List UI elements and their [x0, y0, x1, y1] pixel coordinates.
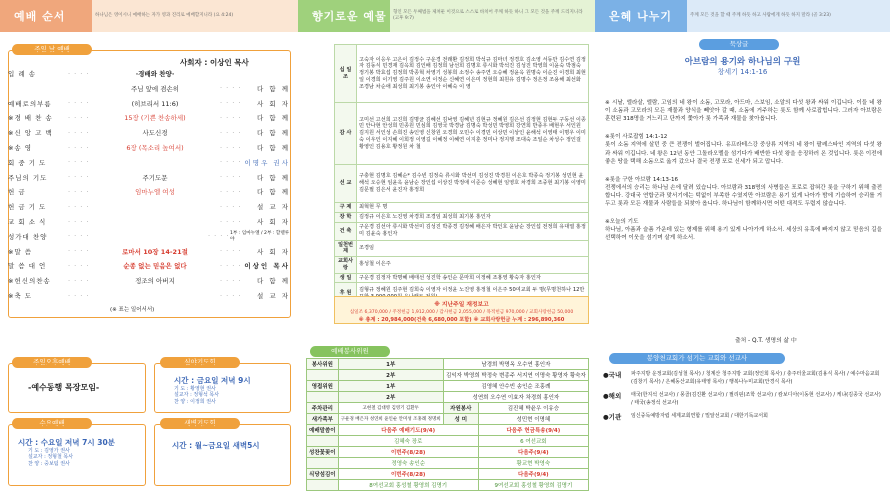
order-row: [8, 274, 290, 287]
order-dots: · · · ·: [220, 143, 242, 152]
order-item-content: ·경배와 찬양·: [135, 70, 175, 78]
order-item-leader: 다 함 께: [257, 144, 290, 152]
service-row: [307, 458, 589, 469]
offering-category: 장 학: [335, 212, 357, 222]
service-table: [306, 358, 589, 491]
sunday-service-label: 주일 낮 예배: [12, 44, 92, 55]
offering-names: 김형규 정혜원 김주현 김희숙 이영자 이정윤 노진영 홍정철 이은주 50여교회 두 명(무명천하나 12만: [357, 283, 589, 305]
order-item-content: 15장 (기쁜 찬송하세): [124, 114, 186, 123]
order-item-content: (히브리서 11:6): [131, 99, 179, 108]
sermon-paragraph: ※롯을 구한 아브람 14:13-16 전쟁에서의 승리는 하나님 손에 달려 있습니다. 아브람과 318명의 사병들은 포로로 잡혀간 롯을 구하기 위해 출전합니다. 강대국 연합군과 맞서기에는 턱없이 부족한 수였지만 아브람은 용기 있게 나아가 밤에 기습하여 승리를 거두고 롯과 모든 재물과 사람들을 되찾아 옵니다. 하나님이 함께하시면 어떤 대적도 두렵지 않습니다.: [605, 176, 882, 208]
service-cell: 1부: [338, 381, 443, 392]
order-item-content: 순종 없는 믿음은 없다: [123, 262, 187, 271]
service-cell: 김진혜 박윤우 이유승: [478, 403, 588, 414]
order-dots: · · · ·: [220, 291, 242, 300]
service-cell: 성민현 이명혜: [478, 414, 588, 425]
wednesday-label: 수요예배: [12, 418, 92, 429]
sermon-body: [605, 92, 882, 317]
offering-names: 최혁현 무 명: [357, 203, 589, 213]
order-dots: · · · ·: [220, 158, 242, 167]
order-item-content: 주기도문: [142, 173, 168, 182]
offerings-column: [298, 0, 595, 492]
offering-names: 구운경 김정자 박명혜 배태선 성진학 송인순 문마희 이정혜 조홍영 황숙자 홍인자: [357, 273, 589, 283]
offering-category: 건 축: [335, 222, 357, 240]
offering-row: [335, 45, 589, 103]
order-dots: · · · ·: [68, 173, 90, 182]
sharing-header: [595, 0, 890, 32]
service-cell: 다음주 헌금특송(9/4): [478, 425, 588, 436]
finance-line2: ※ 총계 : 20,984,000(건축 6,680,000 포함) ※ 교회사랑헌금 누계 : 296,890,360: [358, 317, 565, 323]
order-dots: · · · ·: [68, 99, 90, 108]
friday-line: 설교자 : 정형석 목사: [174, 392, 220, 399]
service-cell: [307, 436, 339, 447]
service-committee-label: 예배봉사위원: [310, 346, 390, 357]
finance-line1: 십일조 6,370,000 / 주정헌금 1,912,000 / 감사헌금 2,055,000 / 목적헌금 970,000 / 교회사랑헌금 50,000: [349, 310, 574, 315]
service-cell: 김혜숙 장로: [338, 436, 478, 447]
offering-category: 십 일 조: [335, 45, 357, 103]
order-dots: · · · ·: [208, 232, 230, 241]
worship-order-header: [0, 0, 298, 32]
order-dots: · · · ·: [68, 276, 90, 285]
order-dots: · · · ·: [220, 84, 242, 93]
order-item-label: ※헌신의찬송: [8, 277, 51, 286]
order-row: [8, 215, 290, 228]
service-row: [307, 469, 589, 480]
order-row: [8, 156, 290, 169]
order-item-content: 사도신경: [142, 129, 168, 138]
mission-category: ●국내: [603, 371, 622, 379]
order-item-label: 교 회 소 식: [8, 218, 47, 226]
offering-row: [335, 257, 589, 274]
offerings-title: 향기로운 예물: [312, 10, 387, 23]
order-dots: · · · ·: [68, 247, 90, 256]
mission-list: 파주지방 운정교회(김성철 목사) / 청계산 청주지방 교회(정인희 목사) / 충주터울교회(김용식 목사) / 예수마음교회(김창기 목사) / 은혜동산교회(유태영 목사) / 행복나누미교회(안경식 목사): [631, 371, 880, 385]
mission-group: [603, 412, 882, 421]
offering-category: 후 원: [335, 283, 357, 305]
afternoon-label: 주일오후예배: [12, 357, 92, 368]
offerings-table: [334, 44, 589, 305]
service-cell: 2부: [338, 392, 443, 403]
sunday-leader: 사회자 : 이상인 목사: [180, 58, 249, 67]
order-row: [8, 259, 290, 272]
afternoon-text: -예수동행 목장모임-: [28, 383, 100, 392]
offering-row: [335, 212, 589, 222]
order-item-label: 주님의 기도: [8, 173, 48, 182]
finance-title: ※ 지난주일 재정보고: [434, 302, 489, 308]
service-row: [307, 425, 589, 436]
service-row: [307, 480, 589, 491]
service-row: [307, 414, 589, 425]
worship-order-title: 예배 순서: [14, 10, 66, 23]
offering-names: 고미선 고선희 고진희 김명균 김혜선 김낙영 김혜년 김현규 정혜원 김은선 김정현 김현두 구동선 이종민 안나현 안성희 민종원 민심희 김영국 박경남 김명숙 박성민 박영희 강연희 반종우 배현우 서인원 김지원 서인성 손희진 송인영 신창원 오경희 오민수 이경민 이상민 이상인 윤해석 이영태 이명우 이미숙 이우인 이지혜 이희정 이영길 이혜정 이혜연 이지훈 정미나 정지행 조대숙 조일순 차성수 정인걸 황영인 김용호 황정원 차 철: [357, 103, 589, 165]
order-item-leader: 다 함 께: [257, 277, 290, 286]
sermon-paragraph: ※오늘의 기도 하나님, 아픔과 슬픔 가운데 있는 형제를 위해 용기 있게 나아가게 하소서. 세상의 유혹에 빠지지 않고 믿음의 길을 선택하여 이웃을 섬기며 살게 하소서.: [605, 219, 882, 242]
service-cell: 봉사위원: [307, 359, 339, 370]
order-dots: · · · ·: [68, 202, 90, 211]
wednesday-line: 찬 양 : 중보팀 권사: [28, 460, 70, 467]
sermon-source: 출처 - Q.T. 생명의 삶 中: [735, 338, 797, 344]
order-item-label: 말 씀 대 언: [8, 262, 47, 271]
order-dots: · · · ·: [68, 69, 90, 78]
order-dots: · · · ·: [68, 143, 90, 152]
order-item-content: 주님 앞에 겸손히: [130, 84, 180, 93]
service-cell: 이번주(8/28): [338, 469, 478, 480]
order-dots: · · · ·: [220, 217, 242, 226]
mission-group: [603, 391, 882, 407]
order-item-label: 성가대 찬양: [8, 232, 48, 241]
order-dots: · · · ·: [220, 261, 242, 270]
order-item-leader: 사 회 자: [257, 247, 290, 256]
sermon-paragraph: ※롯이 사로잡힘 14:1-12 롯이 소돔 지역에 살던 중 큰 전쟁이 벌어집니다. 유프라테스강 중상류 지역의 네 왕이 팔레스타인 지역의 다섯 왕과 싸워 이깁니다. 네 왕은 12년 동안 그돌라오멜을 섬기다가 배반한 다섯 왕을 응징하러 온 것입니다. 롯은 이전에 좋은 땅을 택해 소돔으로 옮겨 갔으나 결국 전쟁 포로 신세가 되고 맙니다.: [605, 134, 882, 165]
friday-line: 기 도 : 황영현 권사: [174, 386, 216, 392]
order-item-content: 정조의 아버지: [135, 277, 175, 286]
order-item-label: 헌 금 기 도: [8, 203, 47, 212]
order-item-leader: 다 함 께: [257, 114, 290, 123]
order-row: [8, 185, 290, 198]
order-row: [8, 171, 290, 184]
offering-category: 교회사랑: [335, 257, 357, 274]
mission-list: 임신중독예방자립 세계교회연합 / 밀알선교회 / 대한기독교서회: [631, 413, 768, 419]
order-item-leader: 다 함 께: [257, 173, 290, 182]
order-dots: · · · ·: [68, 261, 90, 270]
sharing-title: 은혜 나누기: [609, 10, 672, 23]
service-cell: 9여선교회 홍성철 황영희 김명기: [478, 480, 588, 491]
service-cell: 남경희 박명옥 오수연 홍인자: [443, 359, 588, 370]
order-item-label: ※말 씀: [8, 247, 33, 256]
service-cell: 식당섬김이: [307, 469, 339, 480]
sermon-paragraph: ※ 시날, 엘라살, 엘람, 고임의 네 왕이 소돔, 고모라, 아드마, 스보임, 소알의 다섯 왕과 싸워 이깁니다. 이들 네 왕이 소돔과 고모라의 모든 재물과 양식을 빼앗아 갈 때, 소돔에 거주하는 롯도 함께 사로잡힙니다. 그러자 아브람은 훈련된 318명을 거느리고 단까지 쫓아가 롯 가족과 재물을 찾아옵니다.: [605, 100, 882, 123]
service-cell: 다음주(9/4): [478, 447, 588, 458]
service-cell: [307, 392, 339, 403]
offerings-subtitle: 형인 모든 두째법을 제쳐둔 이것으로 스스로 바치어 주께 하듯 하니 그 모든 것을 주께 드리지니라 (고후 9:7): [393, 10, 583, 21]
sermon-title: 아브람의 용기와 하나님의 구원: [684, 57, 801, 67]
offering-row: [335, 240, 589, 257]
order-item-leader: 다 함 께: [257, 188, 290, 197]
sermon-verse: 창세기 14:1-16: [717, 68, 768, 76]
offering-row: [335, 165, 589, 203]
order-dots: · · · ·: [68, 217, 90, 226]
sharing-subtitle: 주께 모든 것을 할 때 주께 하듯 하고 사람에게 하듯 하지 말라 (골 3:23): [690, 13, 831, 19]
worship-order-column: [0, 0, 298, 492]
service-cell: 정영숙 송인순: [338, 458, 478, 469]
friday-lines: [174, 386, 219, 405]
order-row: [8, 245, 290, 258]
service-cell: 고현철 김대영 김영기 김환두: [338, 403, 443, 414]
offering-names: 구운경 김선아 류시화 박선미 김성진 박종경 김정혜 배은자 박인호 윤남순 장인섭 전정희 유대열 홍정미 김윤숙 홍인자: [357, 222, 589, 240]
service-cell: 1부: [338, 359, 443, 370]
order-item-leader: 이명우 권사: [244, 158, 290, 167]
service-cell: 성찬꽃꽂이: [307, 447, 339, 458]
standing-note: (※ 표는 일어서서): [110, 307, 155, 313]
dawn-time: 시간 : 월~금요일 새벽5시: [172, 441, 260, 450]
order-dots: · · · ·: [220, 173, 242, 182]
offering-category: 감 사: [335, 103, 357, 165]
sharing-column: [595, 0, 890, 492]
offering-names: 구충현 김명호 김혜순* 김수빈 김정숙 류시화 박선미 김성진 박경원 이은호 박종숙 정기봉 성민현 윤해석 오승현 임윤옥 윤남순 장인섭 이상진 박정애 이준승 성혜현 임영호 차경희 조중현 최기봉 이영미 김문필 김은서 윤진자 홍정희: [357, 165, 589, 203]
offering-row: [335, 273, 589, 283]
service-cell: 김영혜 안수빈 송인순 조홍례: [443, 381, 588, 392]
order-dots: · · · ·: [220, 276, 242, 285]
mission-list: 태국(한지석 선교사) / 몽골(김진환 선교사) / 필리핀(조학 선교사) / 캄보디아(이동현 선교사) / 케냐(김종국 선교사) / 태국(송정석 선교사): [631, 392, 881, 406]
friday-label: 심야기도회: [160, 357, 240, 368]
order-item-leader: 다 함 께: [257, 129, 290, 138]
order-row: [8, 67, 290, 80]
order-item-content: 6장 (목소리 높여서): [126, 144, 184, 152]
order-dots: · · · ·: [68, 158, 90, 167]
service-cell: 주차관리: [307, 403, 339, 414]
wednesday-lines: [28, 448, 73, 467]
order-dots: · · · ·: [68, 113, 90, 122]
order-dots: · · · ·: [220, 247, 242, 256]
service-cell: 다음주 예배기도(9/4): [338, 425, 478, 436]
service-cell: 김익자 박영희 박정숙 변종주 서지연 이명숙 황영자 황숙자: [443, 370, 588, 381]
service-row: [307, 436, 589, 447]
service-cell: 성 미: [443, 414, 478, 425]
order-row: [8, 230, 290, 243]
order-row: [8, 82, 290, 95]
service-cell: [307, 480, 339, 491]
order-dots: · · · ·: [220, 187, 242, 196]
order-item-content: 로마서 10장 14-21절: [122, 247, 188, 256]
order-dots: · · · ·: [220, 128, 242, 137]
order-item-label: ※신 앙 고 백: [8, 129, 53, 138]
order-item-label: 헌 금: [8, 188, 26, 197]
service-row: [307, 359, 589, 370]
offering-row: [335, 222, 589, 240]
missions-label: 봉양천교회가 섬기는 교회와 선교사: [609, 353, 785, 364]
order-dots: · · · ·: [68, 291, 90, 300]
order-item-leader: 사 회 자: [257, 99, 290, 108]
order-item-label: ※경 배 찬 송: [8, 114, 53, 123]
order-item-label: ※송 영: [8, 144, 33, 152]
order-item-label: 회 중 기 도: [8, 158, 47, 167]
order-row: [8, 289, 290, 302]
order-item-leader: 설 교 자: [257, 203, 290, 212]
dawn-label: 새벽기도회: [160, 418, 240, 429]
order-dots: · · · ·: [68, 128, 90, 137]
order-dots: · · · ·: [220, 202, 242, 211]
meditation-label: 묵상글: [699, 39, 779, 50]
wednesday-time: 시간 : 수요일 저녁 7시 30분: [18, 438, 115, 447]
mission-category: ●해외: [603, 392, 622, 400]
service-cell: 영접위원: [307, 381, 339, 392]
offering-row: [335, 203, 589, 213]
offering-names: 조경임: [357, 240, 589, 257]
service-cell: 8여선교회 홍성철 황영희 김명기: [338, 480, 478, 491]
offering-category: 선 교: [335, 165, 357, 203]
mission-category: ●기관: [603, 413, 622, 421]
dawn-box: [154, 424, 291, 486]
order-row: [8, 126, 290, 139]
order-dots: · · · ·: [220, 99, 242, 108]
service-cell: 다음주(9/4): [478, 469, 588, 480]
order-item-leader: 1부 : 임마누엘 / 2부 : 할렐루야: [230, 231, 290, 243]
service-row: [307, 370, 589, 381]
service-cell: 구운경 배은자 성연희 윤인순 안미성 조홍례 정명희: [338, 414, 443, 425]
offering-names: 김정규 이은호 노진영 차경희 조경임 최성희 최기봉 홍인자: [357, 212, 589, 222]
order-dots: · · · ·: [68, 232, 90, 241]
service-cell: 이번주(8/28): [338, 447, 478, 458]
order-row: [8, 97, 290, 110]
service-cell: 자원봉사: [443, 403, 478, 414]
order-item-leader: 이상인 목사: [244, 262, 290, 271]
service-cell: 황교현 박영숙: [478, 458, 588, 469]
order-row: [8, 141, 290, 154]
service-cell: 2부: [338, 370, 443, 381]
service-table-wrap: [306, 358, 589, 491]
service-cell: 새가족부: [307, 414, 339, 425]
offering-names: 홍성철 이은주: [357, 257, 589, 274]
order-dots: · · · ·: [220, 113, 242, 122]
offering-category: 일천번제: [335, 240, 357, 257]
wednesday-line: 설교자 : 정형철 목사: [28, 454, 74, 461]
offering-category: 구 제: [335, 203, 357, 213]
order-item-leader: 설 교 자: [257, 292, 290, 300]
service-row: [307, 381, 589, 392]
worship-order-subtitle: 하나님은 영이시니 예배하는 자가 영과 진리로 예배할지니라 (요 4:24): [95, 13, 234, 19]
service-row: [307, 403, 589, 414]
order-item-label: 예배로의부름: [8, 99, 52, 108]
service-cell: [307, 458, 339, 469]
order-item-content: 임마누엘 여성: [135, 188, 175, 197]
order-item-label: ※축 도: [8, 292, 33, 300]
service-cell: 성연희 오수연 이효자 차경희 홍인자: [443, 392, 588, 403]
order-item-label: 입 례 송: [8, 70, 36, 78]
finance-report: [334, 296, 589, 324]
service-cell: 6 여선교회: [478, 436, 588, 447]
order-dots: · · · ·: [68, 187, 90, 196]
mission-group: [603, 370, 882, 386]
offerings-header: [298, 0, 595, 32]
friday-time: 시간 : 금요일 저녁 9시: [174, 376, 251, 385]
offerings-table-wrap: [334, 44, 589, 305]
service-row: [307, 392, 589, 403]
order-item-leader: 사 회 자: [257, 218, 290, 226]
offering-row: [335, 103, 589, 165]
missions-list: [603, 370, 882, 426]
service-row: [307, 447, 589, 458]
service-cell: [307, 370, 339, 381]
friday-line: 찬 양 : 이정희 권사: [174, 398, 216, 405]
order-row: [8, 200, 290, 213]
offering-names: 고숙자 이응우 고은이 김정수 구운경 전래환 김정희 박석규 김마녀 정경호 김소영 서동만 김수연 김정자 김동식 민경재 김옥희 김인배 김정희 남선희 김명호 류시화 박석진 김성진 박영희 이윤숙 박점숙 정기봉 박효섭 김정희 박종혁 차영기 성봉희 소정수 송주연 오승혜 정윤옥 원명숙 이순진 이경희 최현일 이경희 이기영 김주원 이소연 이정순 신혜연 이은미 정현희 최원유 김명수 정은정 조용해 최선화 조경남 차순애 최성희 최기봉 송인아 이혜숙 이 영: [357, 45, 589, 103]
order-row: [8, 111, 290, 124]
wednesday-line: 기 도 : 김영가 권사: [28, 448, 70, 454]
order-item-leader: 다 함 께: [257, 84, 290, 93]
offering-category: 생 일: [335, 273, 357, 283]
service-cell: 예배말씀이: [307, 425, 339, 436]
